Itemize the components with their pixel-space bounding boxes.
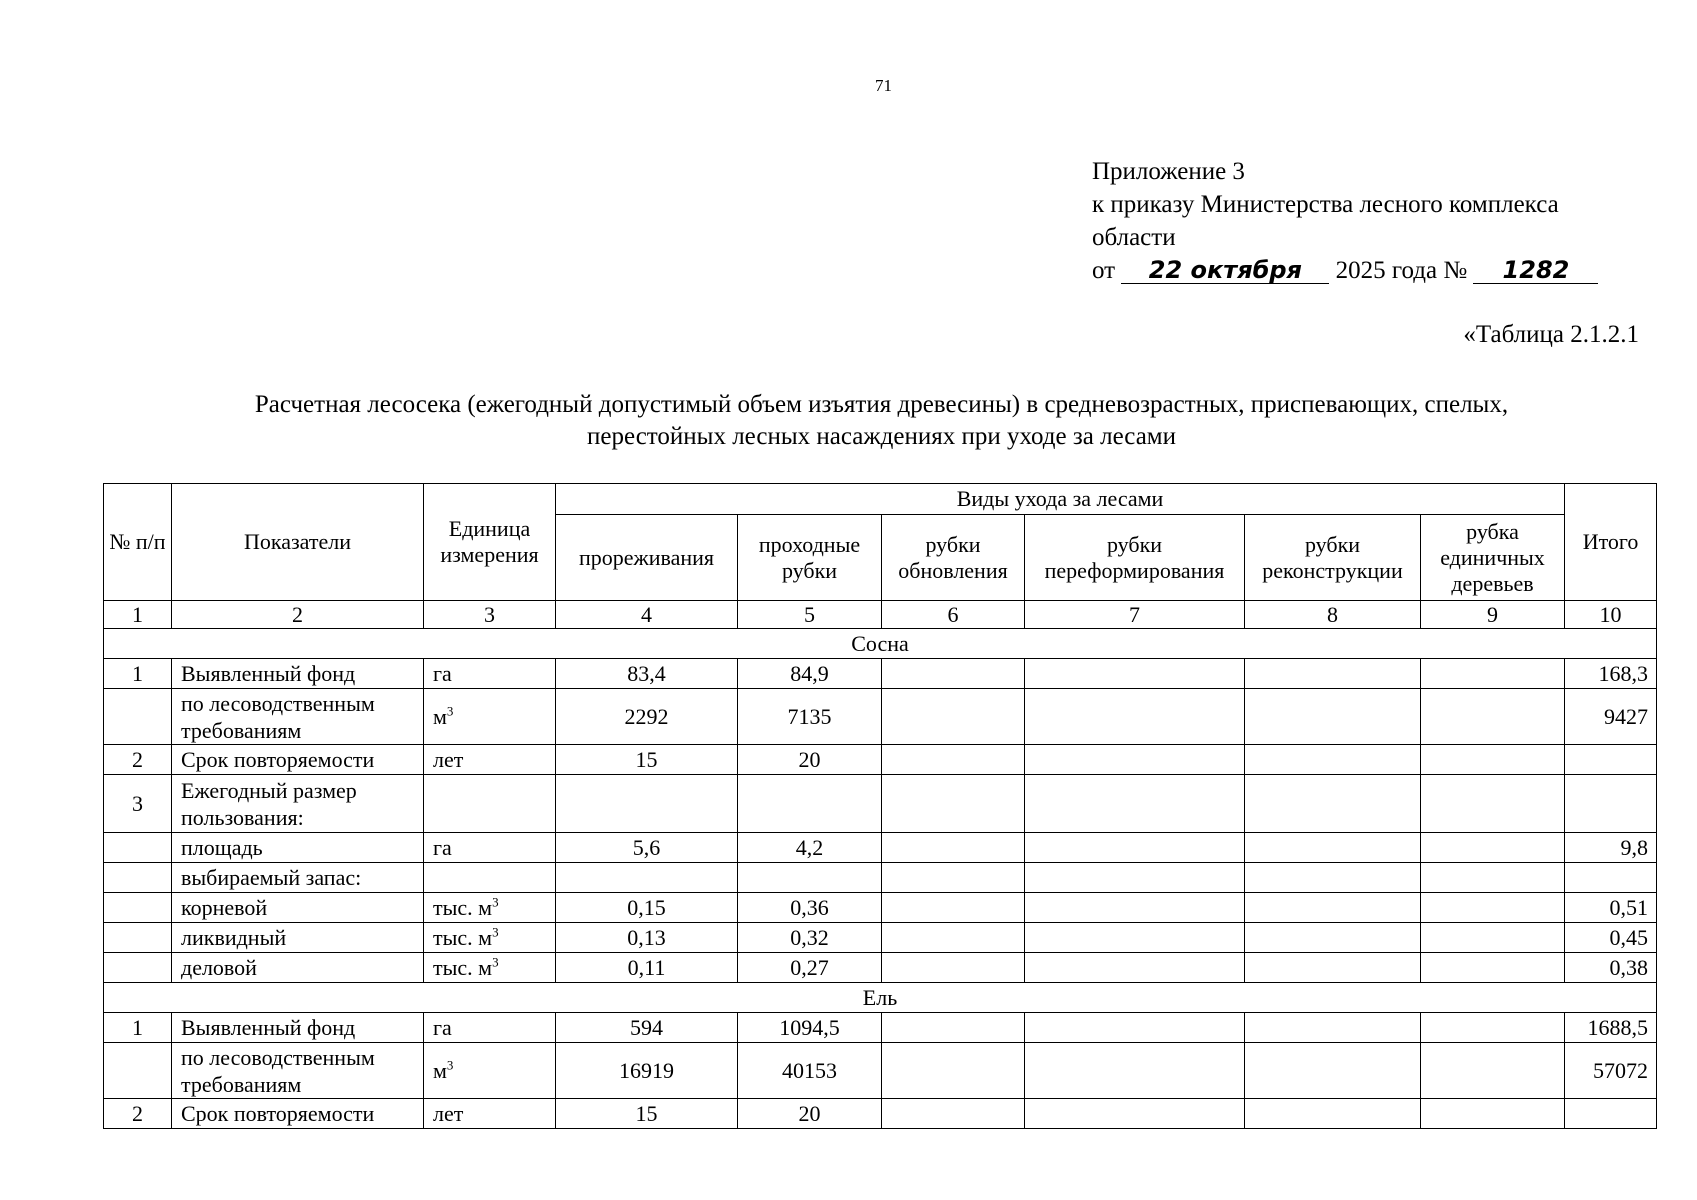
- cell-empty: [1565, 1099, 1657, 1129]
- cell-empty: [882, 689, 1025, 745]
- cell-total: 9427: [1565, 689, 1657, 745]
- header-care-types: Виды ухода за лесами: [556, 484, 1565, 515]
- table-row: [104, 1043, 1657, 1099]
- cell-empty: [882, 1043, 1025, 1099]
- cell-empty: [1025, 923, 1245, 953]
- col-number: 2: [172, 601, 424, 629]
- cell-thinning: 16919: [556, 1043, 738, 1099]
- row-label: Выявленный фонд: [172, 1013, 424, 1043]
- cell-empty: [1245, 1013, 1421, 1043]
- cell-passing: 0,36: [738, 893, 882, 923]
- cell-empty: [1245, 1043, 1421, 1099]
- row-num: 3: [104, 775, 172, 833]
- row-unit: [424, 689, 556, 745]
- cutting-area-table: [103, 483, 1657, 1129]
- row-unit: [424, 953, 556, 983]
- section-spruce: Ель: [104, 983, 1657, 1013]
- table-row: [104, 775, 1657, 833]
- cell-total: 168,3: [1565, 659, 1657, 689]
- row-unit: га: [424, 833, 556, 863]
- row-unit: лет: [424, 745, 556, 775]
- table-row: [104, 745, 1657, 775]
- unit-superscript: 3: [446, 1057, 454, 1073]
- row-num: [104, 953, 172, 983]
- appendix-line-2: к приказу Министерства лесного комплекса: [1092, 191, 1559, 218]
- cell-empty: [1025, 893, 1245, 923]
- row-label: Ежегодный размер пользования:: [172, 775, 424, 833]
- section-row-spruce: [104, 983, 1657, 1013]
- cell-empty: [1421, 863, 1565, 893]
- appendix-block: [1092, 155, 1598, 287]
- cell-empty: [1421, 745, 1565, 775]
- table-label: «Таблица 2.1.2.1: [1463, 321, 1639, 348]
- row-num: [104, 893, 172, 923]
- cell-empty: [1245, 923, 1421, 953]
- row-label: ликвидный: [172, 923, 424, 953]
- cell-empty: [1025, 775, 1245, 833]
- cell-passing: 84,9: [738, 659, 882, 689]
- cell-thinning: 15: [556, 1099, 738, 1129]
- table-row: [104, 893, 1657, 923]
- cell-empty: [1025, 659, 1245, 689]
- row-num: 1: [104, 1013, 172, 1043]
- table-row: [104, 1099, 1657, 1129]
- cell-empty: [882, 923, 1025, 953]
- unit-text: тыс. м: [433, 925, 493, 950]
- unit-text: тыс. м: [433, 895, 493, 920]
- row-unit: лет: [424, 1099, 556, 1129]
- row-num: 2: [104, 1099, 172, 1129]
- cell-thinning: 0,15: [556, 893, 738, 923]
- col-number: 1: [104, 601, 172, 629]
- table-row: [104, 689, 1657, 745]
- handwritten-date: 22 октября: [1121, 257, 1329, 284]
- cell-thinning: 2292: [556, 689, 738, 745]
- header-thinning: прореживания: [556, 515, 738, 601]
- cell-empty: [1421, 923, 1565, 953]
- header-indicators: Показатели: [172, 484, 424, 601]
- cell-empty: [424, 863, 556, 893]
- cell-passing: 20: [738, 745, 882, 775]
- header-row-1: [104, 484, 1657, 515]
- row-num: [104, 833, 172, 863]
- header-unit: Единица измерения: [424, 484, 556, 601]
- cell-empty: [556, 775, 738, 833]
- cell-total: 0,51: [1565, 893, 1657, 923]
- table-row: [104, 833, 1657, 863]
- unit-text: м: [433, 704, 447, 729]
- cell-empty: [1565, 863, 1657, 893]
- row-label: Срок повторяемости: [172, 1099, 424, 1129]
- cell-empty: [1025, 1099, 1245, 1129]
- document-title: [100, 389, 1663, 453]
- cell-empty: [1565, 745, 1657, 775]
- row-num: [104, 863, 172, 893]
- cell-empty: [1421, 1013, 1565, 1043]
- cell-empty: [738, 863, 882, 893]
- cell-empty: [738, 775, 882, 833]
- title-line-1: Расчетная лесосека (ежегодный допустимый объем изъятия древесины) в средневозрастных, приспевающих, спелых,: [254, 391, 1509, 418]
- from-prefix: от: [1092, 257, 1116, 284]
- cell-empty: [882, 659, 1025, 689]
- cell-empty: [1421, 1099, 1565, 1129]
- row-label: по лесоводственным требованиям: [172, 689, 424, 745]
- row-label: деловой: [172, 953, 424, 983]
- cell-empty: [1025, 833, 1245, 863]
- column-numbers-row: [104, 601, 1657, 629]
- col-number: 10: [1565, 601, 1657, 629]
- cell-empty: [1245, 833, 1421, 863]
- col-number: 5: [738, 601, 882, 629]
- cell-empty: [1025, 689, 1245, 745]
- cell-passing: 7135: [738, 689, 882, 745]
- cell-empty: [1421, 1043, 1565, 1099]
- row-num: [104, 923, 172, 953]
- cell-empty: [1245, 953, 1421, 983]
- row-unit: га: [424, 1013, 556, 1043]
- cell-empty: [1025, 863, 1245, 893]
- cell-total: 1688,5: [1565, 1013, 1657, 1043]
- year-text: 2025 года №: [1335, 257, 1468, 284]
- cell-empty: [1245, 893, 1421, 923]
- cell-empty: [1025, 745, 1245, 775]
- header-reconstruction-cuts: рубки реконструкции: [1245, 515, 1421, 601]
- col-number: 6: [882, 601, 1025, 629]
- section-pine: Сосна: [104, 629, 1657, 659]
- header-reformation-cuts: рубки переформирования: [1025, 515, 1245, 601]
- cell-empty: [882, 953, 1025, 983]
- unit-superscript: 3: [492, 924, 499, 940]
- col-number: 4: [556, 601, 738, 629]
- cell-passing: 0,32: [738, 923, 882, 953]
- title-line-2: перестойных лесных насаждениях при уходе за лесами: [587, 423, 1176, 450]
- cell-total: 0,45: [1565, 923, 1657, 953]
- cell-passing: 0,27: [738, 953, 882, 983]
- cell-empty: [1245, 1099, 1421, 1129]
- cell-empty: [556, 863, 738, 893]
- row-unit: га: [424, 659, 556, 689]
- table-row: [104, 953, 1657, 983]
- cell-empty: [1025, 1043, 1245, 1099]
- row-num: 2: [104, 745, 172, 775]
- col-number: 3: [424, 601, 556, 629]
- row-unit: [424, 1043, 556, 1099]
- appendix-line-1: Приложение 3: [1092, 158, 1245, 185]
- cell-empty: [1421, 689, 1565, 745]
- table-row: [104, 923, 1657, 953]
- cell-empty: [1421, 775, 1565, 833]
- row-num: 1: [104, 659, 172, 689]
- unit-superscript: 3: [446, 703, 454, 719]
- cell-empty: [882, 893, 1025, 923]
- header-num: № п/п: [104, 484, 172, 601]
- row-label: Выявленный фонд: [172, 659, 424, 689]
- header-single-tree-cuts: рубка единичных деревьев: [1421, 515, 1565, 601]
- table-row: [104, 1013, 1657, 1043]
- row-label: выбираемый запас:: [172, 863, 424, 893]
- cell-passing: 40153: [738, 1043, 882, 1099]
- row-label: площадь: [172, 833, 424, 863]
- cell-thinning: 15: [556, 745, 738, 775]
- cell-thinning: 5,6: [556, 833, 738, 863]
- appendix-date-line: [1092, 254, 1598, 287]
- cell-thinning: 594: [556, 1013, 738, 1043]
- cell-empty: [1421, 893, 1565, 923]
- page-number: 71: [875, 76, 892, 95]
- cell-empty: [882, 1099, 1025, 1129]
- cell-empty: [882, 863, 1025, 893]
- col-number: 9: [1421, 601, 1565, 629]
- cell-empty: [424, 775, 556, 833]
- cell-thinning: 0,11: [556, 953, 738, 983]
- cell-empty: [882, 833, 1025, 863]
- cell-empty: [1245, 775, 1421, 833]
- cell-passing: 20: [738, 1099, 882, 1129]
- section-row-pine: [104, 629, 1657, 659]
- cell-total: 9,8: [1565, 833, 1657, 863]
- appendix-line-3: области: [1092, 224, 1176, 251]
- cell-empty: [1245, 863, 1421, 893]
- header-renewal-cuts: рубки обновления: [882, 515, 1025, 601]
- cell-total: 57072: [1565, 1043, 1657, 1099]
- row-unit: [424, 923, 556, 953]
- row-label: корневой: [172, 893, 424, 923]
- row-num: [104, 689, 172, 745]
- cell-thinning: 0,13: [556, 923, 738, 953]
- row-label: по лесоводственным требованиям: [172, 1043, 424, 1099]
- cell-empty: [1245, 745, 1421, 775]
- cell-empty: [1421, 833, 1565, 863]
- cell-total: 0,38: [1565, 953, 1657, 983]
- cell-empty: [1245, 659, 1421, 689]
- cell-empty: [1025, 1013, 1245, 1043]
- cell-empty: [1421, 953, 1565, 983]
- row-label: Срок повторяемости: [172, 745, 424, 775]
- unit-superscript: 3: [492, 954, 499, 970]
- cell-empty: [1245, 689, 1421, 745]
- header-passing-cuts: проходные рубки: [738, 515, 882, 601]
- cell-empty: [882, 745, 1025, 775]
- cell-thinning: 83,4: [556, 659, 738, 689]
- handwritten-number: 1282: [1473, 257, 1598, 284]
- cell-empty: [1025, 953, 1245, 983]
- col-number: 8: [1245, 601, 1421, 629]
- cell-empty: [1565, 775, 1657, 833]
- header-total: Итого: [1565, 484, 1657, 601]
- row-unit: [424, 893, 556, 923]
- col-number: 7: [1025, 601, 1245, 629]
- row-num: [104, 1043, 172, 1099]
- unit-superscript: 3: [492, 894, 499, 910]
- cell-passing: 1094,5: [738, 1013, 882, 1043]
- cell-empty: [1421, 659, 1565, 689]
- cell-empty: [882, 775, 1025, 833]
- table-row: [104, 659, 1657, 689]
- unit-text: тыс. м: [433, 955, 493, 980]
- table-row: [104, 863, 1657, 893]
- cell-empty: [882, 1013, 1025, 1043]
- cell-passing: 4,2: [738, 833, 882, 863]
- unit-text: м: [433, 1058, 447, 1083]
